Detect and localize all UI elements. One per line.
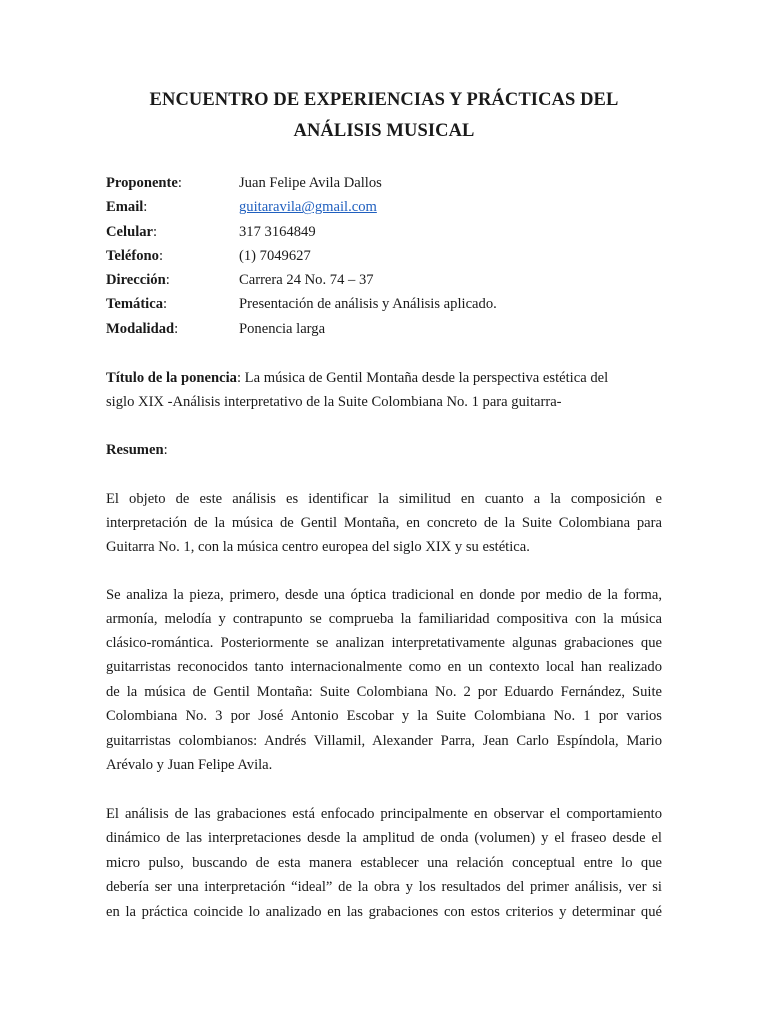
paragraph-3-line-5: en la práctica coincide lo analizado en las grabaciones con estos criterios y determinar qué xyxy=(106,904,662,920)
paragraph-2-line-4: guitarristas reconocidos tanto internacionalmente como en un contexto local han realizado xyxy=(106,659,662,675)
info-label-tematica: Temática: xyxy=(106,296,168,313)
paragraph-2-line-3: clásico-romántica. Posteriormente se analizan interpretativamente algunas grabaciones que xyxy=(106,635,662,651)
info-value-proponente: Juan Felipe Avila Dallos xyxy=(239,175,382,191)
paragraph-1-line-2: interpretación de la música de Gentil Montaña, en concreto de la Suite Colombiana para xyxy=(106,515,662,531)
document-title-line-2: ANÁLISIS MUSICAL xyxy=(293,121,475,141)
paragraph-2-line-6: Colombiana No. 3 por José Antonio Escobar y la Suite Colombiana No. 1 por varios xyxy=(106,708,662,724)
info-label-modalidad: Modalidad: xyxy=(106,320,179,337)
paragraph-1-line-3: Guitarra No. 1, con la música centro europea del siglo XIX y su estética. xyxy=(106,539,530,555)
info-label-telefono: Teléfono: xyxy=(106,247,164,264)
paragraph-2-line-7: guitarristas colombianos: Andrés Villamil, Alexander Parra, Jean Carlo Espíndola, Mario xyxy=(106,733,662,749)
info-label-direccion: Dirección: xyxy=(106,272,170,289)
info-value-tematica: Presentación de análisis y Análisis aplicado. xyxy=(239,296,497,313)
info-label-celular: Celular: xyxy=(106,223,158,240)
info-value-telefono: (1) 7049627 xyxy=(239,247,311,264)
paragraph-3-line-4: debería ser una interpretación “ideal” de la obra y los resultados del primer análisis, ver si xyxy=(106,879,662,895)
info-label-proponente: Proponente: xyxy=(106,175,182,191)
ponencia-text-1: : La música de Gentil Montaña desde la perspectiva estética del xyxy=(236,370,609,386)
info-value-direccion: Carrera 24 No. 74 – 37 xyxy=(239,272,374,289)
info-label-email: Email: xyxy=(106,199,148,216)
document-title-line-1: ENCUENTRO DE EXPERIENCIAS Y PRÁCTICAS DEL xyxy=(149,90,619,110)
paragraph-2-line-5: de la música de Gentil Montaña: Suite Colombiana No. 2 por Eduardo Fernández, Suite xyxy=(106,684,662,700)
email-link[interactable]: guitaravila@gmail.com xyxy=(239,199,377,216)
ponencia-title-line-1 xyxy=(106,370,662,387)
info-value-celular: 317 3164849 xyxy=(239,223,316,240)
ponencia-label: Título de la ponencia xyxy=(106,370,237,386)
resumen-label: Resumen xyxy=(106,442,164,458)
paragraph-1-line-1: El objeto de este análisis es identificar la similitud en cuanto a la composición e xyxy=(106,491,662,507)
resumen-heading: Resumen: xyxy=(106,442,168,458)
paragraph-2-line-1: Se analiza la pieza, primero, desde una óptica tradicional en donde por medio de la forma, xyxy=(106,587,662,603)
info-value-modalidad: Ponencia larga xyxy=(239,320,326,337)
ponencia-title-line-2: siglo XIX -Análisis interpretativo de la Suite Colombiana No. 1 para guitarra- xyxy=(106,394,562,410)
paragraph-3-line-3: micro pulso, buscando de esta manera establecer una relación conceptual entre lo que xyxy=(106,855,662,871)
paragraph-3-line-1: El análisis de las grabaciones está enfocado principalmente en observar el comportamiento xyxy=(106,806,662,822)
paragraph-2-line-2: armonía, melodía y contrapunto se comprueba la familiaridad compositiva con la música xyxy=(106,611,662,627)
paragraph-3-line-2: dinámico de las interpretaciones desde la amplitud de onda (volumen) y el fraseo desde el xyxy=(106,830,662,846)
paragraph-2-line-8: Arévalo y Juan Felipe Avila. xyxy=(106,757,273,773)
